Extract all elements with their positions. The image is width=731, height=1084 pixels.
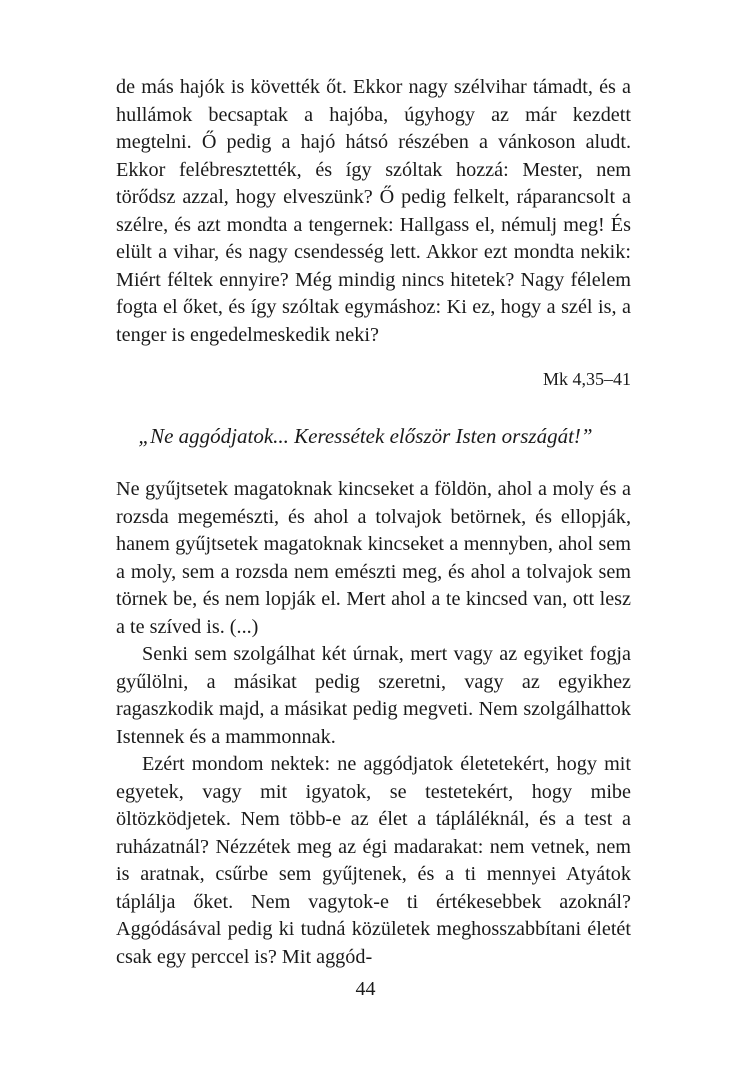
body-paragraph: Senki sem szolgálhat két úrnak, mert vagy az egyiket fogja gyűlölni, a másikat pedig szeretni, vagy az egyikhez ragaszkodik majd, a másikat pedig megveti. Nem szolgálhattok Istennek és a mammonnak. — [116, 643, 631, 748]
section-heading: „Ne aggódjatok... Keressétek először Isten országát!” — [138, 424, 593, 448]
opening-text-block — [116, 74, 631, 349]
page-number: 44 — [355, 978, 376, 1000]
body-paragraph: Ne gyűjtsetek magatoknak kincseket a földön, ahol a moly és a rozsda megemészti, és ahol a tolvajok betörnek, és ellopják, hanem gyűjtsetek magatoknak kincseket a mennyben, ahol sem a moly, sem a rozsda nem emészti meg, és ahol a tolvajok sem törnek be, és nem lopják el. Mert ahol a te kincsed van, ott lesz a te szíved is. (...) — [116, 478, 631, 638]
body-paragraph: Ezért mondom nektek: ne aggódjatok életetekért, hogy mit egyetek, vagy mit igyatok, se testetekért, hogy mibe öltözködjetek. Nem több-e az élet a tápláléknál, és a test a ruházatnál? Nézzétek meg az égi madarakat: nem vetnek, nem is aratnak, csűrbe sem gyűjtenek, és a ti mennyei Atyátok táplálja őket. Nem vagytok-e ti értékesebbek azoknál? Aggódásával pedig ki tudná közületek meghosszabbítani életét csak egy perccel is? Mit aggód- — [116, 753, 631, 968]
scripture-citation: Mk 4,35–41 — [542, 369, 631, 389]
opening-paragraph: de más hajók is követték őt. Ekkor nagy szélvihar támadt, és a hullámok becsaptak a hajóba, úgyhogy az már kezdett megtelni. Ő pedig a hajó hátsó részében a vánkoson aludt. Ekkor felébresztették, és így szóltak hozzá: Mester, nem törődsz azzal, hogy elveszünk? Ő pedig felkelt, ráparancsolt a szélre, és azt mondta a tengernek: Hallgass el, némulj meg! És elült a vihar, és nagy csendesség lett. Akkor ezt mondta nekik: Miért féltek ennyire? Még mindig nincs hitetek? Nagy félelem fogta el őket, és így szóltak egymáshoz: Ki ez, hogy a szél is, a tenger is engedelmeskedik neki? — [116, 76, 631, 346]
section-body — [116, 476, 631, 971]
